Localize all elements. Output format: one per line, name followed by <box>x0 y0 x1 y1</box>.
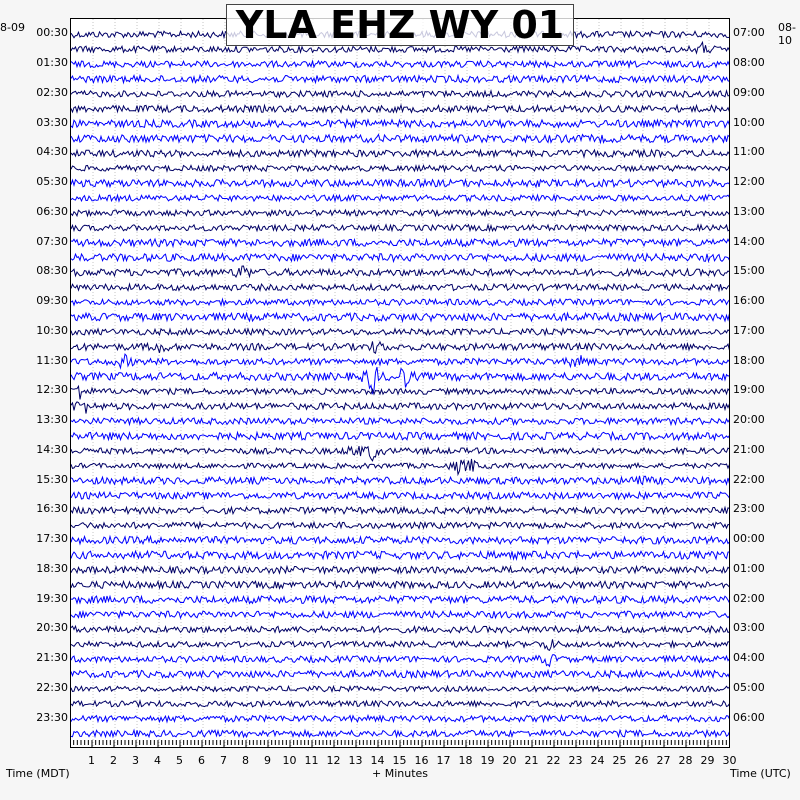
left-time-label: 06:30 <box>36 204 68 218</box>
trace-row-13 <box>71 225 730 231</box>
left-time-label: 17:30 <box>36 532 68 546</box>
trace-row-43 <box>71 671 730 678</box>
left-time-label: 22:30 <box>36 680 68 694</box>
right-time-label: 02:00 <box>733 591 765 605</box>
trace-row-18 <box>71 299 730 305</box>
trace-row-16 <box>71 266 730 277</box>
trace-row-7 <box>71 135 730 143</box>
chart-title: YLA EHZ WY 01 <box>226 4 574 46</box>
left-time-label: 02:30 <box>36 85 68 99</box>
x-tick-label: 13 <box>348 754 363 767</box>
trace-row-28 <box>71 446 730 461</box>
trace-row-37 <box>71 581 730 588</box>
trace-row-38 <box>71 596 730 604</box>
right-date-label: 08-10 <box>778 21 796 47</box>
trace-row-9 <box>71 165 730 171</box>
left-time-label: 05:30 <box>36 175 68 189</box>
right-time-label: 14:00 <box>733 234 765 248</box>
right-time-label: 11:00 <box>733 145 765 159</box>
trace-row-6 <box>71 120 730 128</box>
x-tick-label: 5 <box>176 754 183 767</box>
right-time-label: 06:00 <box>733 710 765 724</box>
x-tick-label: 24 <box>590 754 605 767</box>
x-tick-label: 18 <box>458 754 473 767</box>
trace-row-22 <box>71 354 730 368</box>
right-time-label: 03:00 <box>733 621 765 635</box>
x-tick-label: 1 <box>88 754 95 767</box>
x-tick-label: 20 <box>502 754 517 767</box>
x-tick-label: 30 <box>722 754 737 767</box>
left-time-label: 14:30 <box>36 442 68 456</box>
trace-row-8 <box>71 150 730 157</box>
trace-row-29 <box>71 459 730 474</box>
left-time-label: 21:30 <box>36 651 68 665</box>
right-time-label: 18:00 <box>733 353 765 367</box>
trace-row-12 <box>71 210 730 216</box>
trace-row-42 <box>71 655 730 667</box>
left-time-label: 00:30 <box>36 26 68 40</box>
left-time-label: 19:30 <box>36 591 68 605</box>
trace-row-41 <box>71 639 730 650</box>
x-tick-label: 10 <box>282 754 297 767</box>
left-time-label: 03:30 <box>36 115 68 129</box>
trace-row-3 <box>71 76 730 83</box>
right-time-label: 23:00 <box>733 502 765 516</box>
x-tick-label: 12 <box>326 754 341 767</box>
right-time-label: 16:00 <box>733 294 765 308</box>
right-time-label: 15:00 <box>733 264 765 278</box>
right-time-label: 10:00 <box>733 115 765 129</box>
x-tick-label: 27 <box>656 754 671 767</box>
left-time-label: 11:30 <box>36 353 68 367</box>
left-time-label: 23:30 <box>36 710 68 724</box>
right-axis-title: Time (UTC) <box>730 767 791 780</box>
trace-row-36 <box>71 567 730 574</box>
right-time-label: 19:00 <box>733 383 765 397</box>
x-tick-label: 4 <box>154 754 161 767</box>
seismogram-traces <box>71 19 730 748</box>
trace-row-26 <box>71 418 730 425</box>
left-time-label: 01:30 <box>36 56 68 70</box>
x-tick-label: 29 <box>700 754 715 767</box>
trace-row-25 <box>71 402 730 414</box>
x-tick-label: 22 <box>546 754 561 767</box>
right-time-label: 07:00 <box>733 26 765 40</box>
right-time-label: 22:00 <box>733 472 765 486</box>
x-tick-label: 7 <box>220 754 227 767</box>
trace-row-24 <box>71 386 730 399</box>
trace-row-34 <box>71 537 730 544</box>
right-time-label: 00:00 <box>733 532 765 546</box>
trace-row-40 <box>71 626 730 633</box>
left-time-label: 13:30 <box>36 413 68 427</box>
left-time-label: 09:30 <box>36 294 68 308</box>
trace-row-17 <box>71 284 730 290</box>
x-tick-label: 17 <box>436 754 451 767</box>
left-time-label: 10:30 <box>36 323 68 337</box>
trace-row-19 <box>71 313 730 321</box>
trace-row-14 <box>71 239 730 247</box>
right-time-label: 04:00 <box>733 651 765 665</box>
x-tick-label: 25 <box>612 754 627 767</box>
trace-row-5 <box>71 105 730 112</box>
left-time-label: 16:30 <box>36 502 68 516</box>
x-tick-label: 14 <box>370 754 385 767</box>
trace-row-15 <box>71 254 730 262</box>
x-tick-label: 23 <box>568 754 583 767</box>
right-time-label: 12:00 <box>733 175 765 189</box>
trace-row-10 <box>71 180 730 187</box>
right-time-label: 01:00 <box>733 561 765 575</box>
x-tick-label: 28 <box>678 754 693 767</box>
x-tick-label: 8 <box>242 754 249 767</box>
helicorder-plot <box>70 18 730 748</box>
right-time-label: 08:00 <box>733 56 765 70</box>
left-time-label: 08:30 <box>36 264 68 278</box>
x-axis-title: + Minutes <box>371 767 428 780</box>
x-tick-label: 19 <box>480 754 495 767</box>
trace-row-45 <box>71 701 730 707</box>
trace-row-4 <box>71 91 730 97</box>
trace-row-20 <box>71 329 730 335</box>
right-time-label: 05:00 <box>733 680 765 694</box>
x-tick-label: 2 <box>110 754 117 767</box>
trace-row-11 <box>71 195 730 201</box>
x-tick-label: 3 <box>132 754 139 767</box>
trace-row-39 <box>71 611 730 618</box>
x-tick-label: 9 <box>264 754 271 767</box>
trace-row-31 <box>71 492 730 499</box>
left-date-label: 8-09 <box>0 21 25 34</box>
trace-row-33 <box>71 522 730 528</box>
trace-row-32 <box>71 507 730 514</box>
trace-row-47 <box>71 730 730 737</box>
left-time-label: 07:30 <box>36 234 68 248</box>
left-time-label: 15:30 <box>36 472 68 486</box>
left-time-label: 20:30 <box>36 621 68 635</box>
left-time-label: 04:30 <box>36 145 68 159</box>
right-time-label: 17:00 <box>733 323 765 337</box>
trace-row-30 <box>71 476 730 485</box>
x-tick-label: 26 <box>634 754 649 767</box>
trace-row-35 <box>71 551 730 559</box>
trace-row-2 <box>71 61 730 67</box>
right-time-label: 13:00 <box>733 204 765 218</box>
trace-row-21 <box>71 341 730 353</box>
right-time-label: 09:00 <box>733 85 765 99</box>
x-tick-label: 6 <box>198 754 205 767</box>
x-tick-label: 15 <box>392 754 407 767</box>
x-tick-label: 21 <box>524 754 539 767</box>
right-time-label: 21:00 <box>733 442 765 456</box>
left-axis-title: Time (MDT) <box>6 767 70 780</box>
trace-row-46 <box>71 716 730 722</box>
left-time-label: 12:30 <box>36 383 68 397</box>
trace-row-27 <box>71 432 730 440</box>
left-time-label: 18:30 <box>36 561 68 575</box>
trace-row-44 <box>71 686 730 691</box>
x-axis-ticks <box>70 740 730 750</box>
right-time-label: 20:00 <box>733 413 765 427</box>
x-tick-label: 16 <box>414 754 429 767</box>
x-tick-label: 11 <box>304 754 319 767</box>
